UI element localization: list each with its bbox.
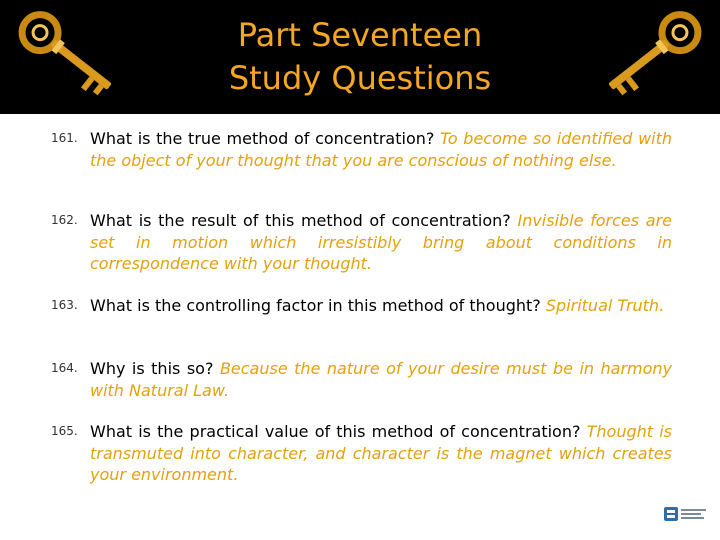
question-text: What is the result of this method of concentration? (90, 211, 511, 230)
question-number: 161. (51, 131, 78, 145)
question-number: 165. (51, 424, 78, 438)
question-text: What is the controlling factor in this method of thought? (90, 296, 541, 315)
question-text: Why is this so? (90, 359, 214, 378)
answer-text: To become so identified with the object of your thought that you are conscious of nothing else. (90, 129, 673, 170)
answer-text: Because the nature of your desire must be in harmony with Natural Law. (90, 359, 673, 400)
question-body (90, 210, 672, 275)
question-body (90, 295, 672, 317)
answer-text: Thought is transmuted into character, and character is the magnet which creates your environment. (90, 422, 672, 484)
publisher-logo-icon (664, 506, 708, 522)
title-banner (0, 0, 720, 114)
question-number: 164. (51, 361, 78, 375)
title-line-2: Study Questions (228, 59, 492, 97)
question-text: What is the true method of concentration? (90, 129, 435, 148)
answer-text: Invisible forces are set in motion which irresistibly bring about conditions in correspondence with your thought. (90, 211, 672, 273)
question-text: What is the practical value of this method of concentration? (90, 422, 581, 441)
golden-key-icon (586, 6, 714, 106)
question-body (90, 128, 672, 171)
question-number: 163. (51, 298, 78, 312)
answer-text: Spiritual Truth. (545, 296, 665, 315)
question-number: 162. (51, 213, 78, 227)
question-body (90, 358, 672, 401)
question-body (90, 421, 672, 486)
title-line-1: Part Seventeen (237, 16, 483, 54)
